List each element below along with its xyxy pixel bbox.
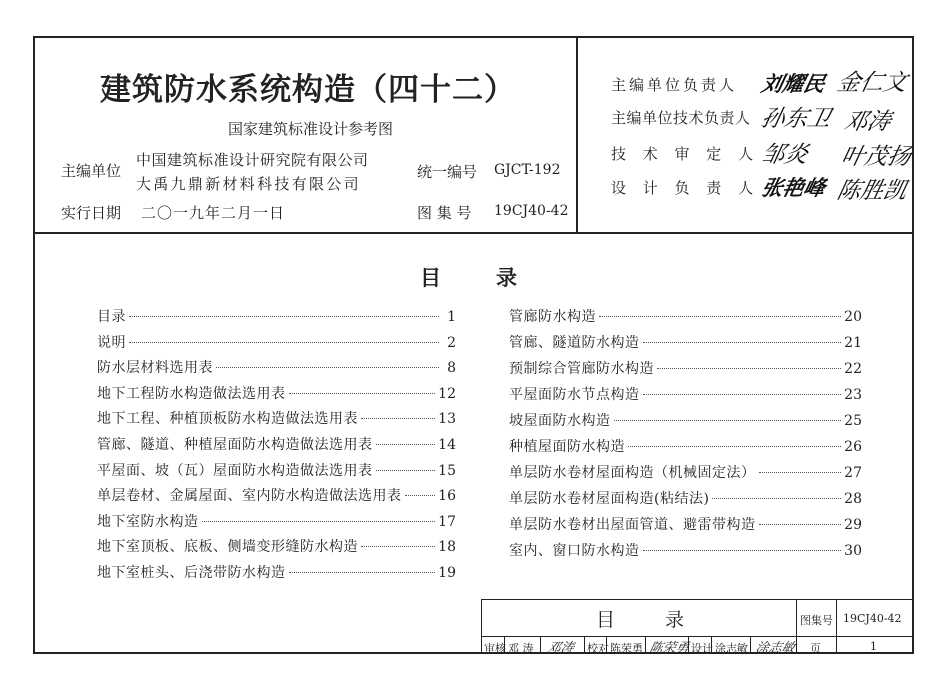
check-name: 陈荣勇	[610, 642, 643, 655]
document-title: 建筑防水系统构造（四十二）	[100, 72, 516, 108]
toc-dot-leader	[657, 368, 841, 369]
signature-chief-unit-head-2: 金仁文	[834, 70, 910, 96]
toc-entry-page: 27	[844, 465, 862, 481]
title-block-vline	[836, 599, 837, 654]
toc-entry-title: 室内、窗口防水构造	[509, 543, 640, 559]
toc-entry-title: 管廊、隧道、种植屋面防水构造做法选用表	[97, 436, 373, 453]
signature-design-head-2: 陈胜凯	[834, 178, 910, 204]
page-value: 1	[870, 640, 877, 653]
toc-entry-title: 单层防水卷材屋面构造(粘结法)	[509, 491, 710, 507]
toc-entry[interactable]	[97, 408, 456, 434]
toc-entry-page: 29	[844, 517, 862, 533]
toc-dot-leader	[712, 498, 841, 499]
toc-dot-leader	[759, 524, 842, 525]
toc-left-column	[97, 306, 456, 588]
toc-entry[interactable]	[509, 540, 862, 566]
title-block-cell-line	[750, 636, 751, 654]
toc-dot-leader	[129, 316, 439, 317]
toc-entry-title: 地下工程防水构造做法选用表	[97, 385, 286, 402]
toc-entry[interactable]	[509, 462, 862, 488]
title-block-cell-line	[645, 636, 646, 654]
toc-entry[interactable]	[97, 357, 456, 383]
toc-dot-leader	[202, 521, 436, 522]
role-design-head: 设 计 负 责 人	[611, 179, 760, 197]
toc-entry-page: 19	[438, 564, 456, 581]
toc-entry[interactable]	[97, 332, 456, 358]
toc-entry-title: 地下工程、种植顶板防水构造做法选用表	[97, 411, 358, 428]
toc-entry-page: 15	[438, 462, 456, 479]
role-chief-unit-head: 主编单位负责人	[611, 76, 738, 94]
toc-entry-page: 2	[447, 334, 456, 351]
toc-dot-leader	[129, 342, 439, 343]
toc-entry[interactable]	[97, 460, 456, 486]
toc-entry[interactable]	[509, 358, 862, 384]
toc-entry-page: 20	[844, 309, 862, 325]
toc-dot-leader	[643, 550, 842, 551]
toc-entry[interactable]	[509, 514, 862, 540]
toc-entry-title: 防水层材料选用表	[97, 360, 213, 377]
chief-unit-1: 中国建筑标准设计研究院有限公司	[136, 151, 369, 169]
review-signature: 邓涛	[545, 641, 576, 656]
toc-entry[interactable]	[509, 384, 862, 410]
toc-entry-title: 平屋面防水节点构造	[509, 387, 640, 403]
page-label: 页	[810, 642, 821, 655]
toc-entry-title: 坡屋面防水构造	[509, 413, 611, 429]
toc-entry-title: 说明	[97, 334, 126, 351]
atlas-value: 19CJ40-42	[494, 203, 569, 219]
review-label: 审核	[484, 642, 506, 655]
code-value: GJCT-192	[494, 162, 561, 178]
signature-approver-1: 邹炎	[758, 142, 811, 168]
design-signature: 涂志敏	[753, 641, 797, 656]
toc-entry[interactable]	[509, 332, 862, 358]
toc-entry-page: 17	[438, 513, 456, 530]
toc-dot-leader	[643, 342, 842, 343]
toc-entry[interactable]	[509, 488, 862, 514]
toc-dot-leader	[405, 495, 436, 496]
toc-entry[interactable]	[509, 410, 862, 436]
toc-entry[interactable]	[509, 306, 862, 332]
toc-entry-title: 管廊防水构造	[509, 309, 596, 325]
title-block-cell-line	[540, 636, 541, 654]
role-chief-unit-tech-head: 主编单位技术负责人	[611, 109, 751, 127]
date-label: 实行日期	[61, 204, 122, 222]
toc-entry[interactable]	[97, 536, 456, 562]
toc-entry-page: 13	[438, 411, 456, 428]
toc-entry-title: 目录	[97, 309, 126, 325]
signature-tech-head-2: 邓涛	[841, 109, 894, 135]
toc-entry-page: 14	[438, 436, 456, 453]
design-name: 涂志敏	[715, 642, 748, 655]
toc-entry-page: 26	[844, 439, 862, 455]
signature-tech-head-1: 孙东卫	[758, 106, 834, 132]
toc-entry[interactable]	[97, 434, 456, 460]
toc-entry-title: 地下室桩头、后浇带防水构造	[97, 564, 286, 581]
toc-entry-title: 管廊、隧道防水构造	[509, 335, 640, 351]
signature-approver-2: 叶茂扬	[838, 144, 914, 170]
toc-entry-title: 单层防水卷材出屋面管道、避雷带构造	[509, 517, 756, 533]
toc-entry-page: 16	[438, 488, 456, 505]
toc-entry[interactable]	[97, 485, 456, 511]
toc-entry-title: 平屋面、坡（瓦）屋面防水构造做法选用表	[97, 462, 373, 479]
title-block-divider	[481, 636, 914, 637]
toc-entry-page: 18	[438, 539, 456, 556]
title-block-cell-line	[504, 636, 505, 654]
chief-unit-label: 主编单位	[61, 162, 122, 180]
date-value: 二〇一九年二月一日	[141, 204, 286, 222]
toc-entry-page: 23	[844, 387, 862, 403]
title-block-cell-line	[688, 636, 689, 654]
title-block-cell-line	[584, 636, 585, 654]
toc-right-column	[509, 306, 862, 566]
toc-entry[interactable]	[97, 562, 456, 588]
toc-entry-page: 28	[844, 491, 862, 507]
toc-entry-page: 1	[447, 309, 456, 325]
header-vertical-divider	[576, 36, 578, 233]
toc-dot-leader	[759, 472, 842, 473]
chief-unit-2: 大禹九鼎新材料科技有限公司	[136, 175, 361, 193]
toc-entry-title: 地下室防水构造	[97, 513, 199, 530]
toc-dot-leader	[376, 444, 436, 445]
toc-dot-leader	[628, 446, 841, 447]
signature-design-head-1: 张艳峰	[759, 175, 828, 200]
toc-entry-title: 预制综合管廊防水构造	[509, 361, 654, 377]
design-label: 设计	[691, 642, 713, 655]
toc-entry-title: 地下室顶板、底板、侧墙变形缝防水构造	[97, 539, 358, 556]
header-divider	[33, 232, 914, 234]
toc-entry[interactable]	[97, 383, 456, 409]
toc-dot-leader	[216, 367, 439, 368]
role-technical-approver: 技 术 审 定 人	[611, 145, 760, 163]
code-label: 统一编号	[417, 163, 478, 181]
document-subtitle: 国家建筑标准设计参考图	[228, 120, 394, 138]
title-block-cell-line	[711, 636, 712, 654]
signature-chief-unit-head-1: 刘耀民	[759, 71, 828, 96]
toc-entry[interactable]	[509, 436, 862, 462]
toc-dot-leader	[361, 418, 435, 419]
toc-entry-page: 30	[844, 543, 862, 559]
toc-dot-leader	[289, 572, 436, 573]
check-signature: 陈荣勇	[647, 641, 691, 656]
toc-entry-page: 21	[844, 335, 862, 351]
toc-entry-page: 8	[447, 360, 456, 377]
title-block-title: 目录	[596, 609, 735, 631]
toc-dot-leader	[599, 316, 841, 317]
toc-title: 目录	[420, 266, 572, 290]
title-block-atlas-label: 图集号	[800, 614, 833, 627]
title-block-cell-line	[606, 636, 607, 654]
toc-entry[interactable]	[97, 511, 456, 537]
title-block-atlas-value: 19CJ40-42	[843, 612, 902, 625]
title-block-vline	[796, 599, 797, 654]
toc-entry-page: 22	[844, 361, 862, 377]
toc-dot-leader	[614, 420, 842, 421]
toc-entry-title: 单层防水卷材屋面构造（机械固定法）	[509, 465, 756, 481]
toc-entry-title: 种植屋面防水构造	[509, 439, 625, 455]
toc-dot-leader	[289, 393, 436, 394]
toc-dot-leader	[643, 394, 842, 395]
check-label: 校对	[587, 642, 609, 655]
review-name: 邓 涛	[508, 642, 534, 655]
toc-entry[interactable]	[97, 306, 456, 332]
toc-entry-page: 12	[438, 385, 456, 402]
toc-dot-leader	[376, 470, 436, 471]
atlas-label: 图 集 号	[417, 204, 472, 222]
toc-entry-title: 单层卷材、金属屋面、室内防水构造做法选用表	[97, 488, 402, 505]
toc-dot-leader	[361, 546, 435, 547]
toc-entry-page: 25	[844, 413, 862, 429]
